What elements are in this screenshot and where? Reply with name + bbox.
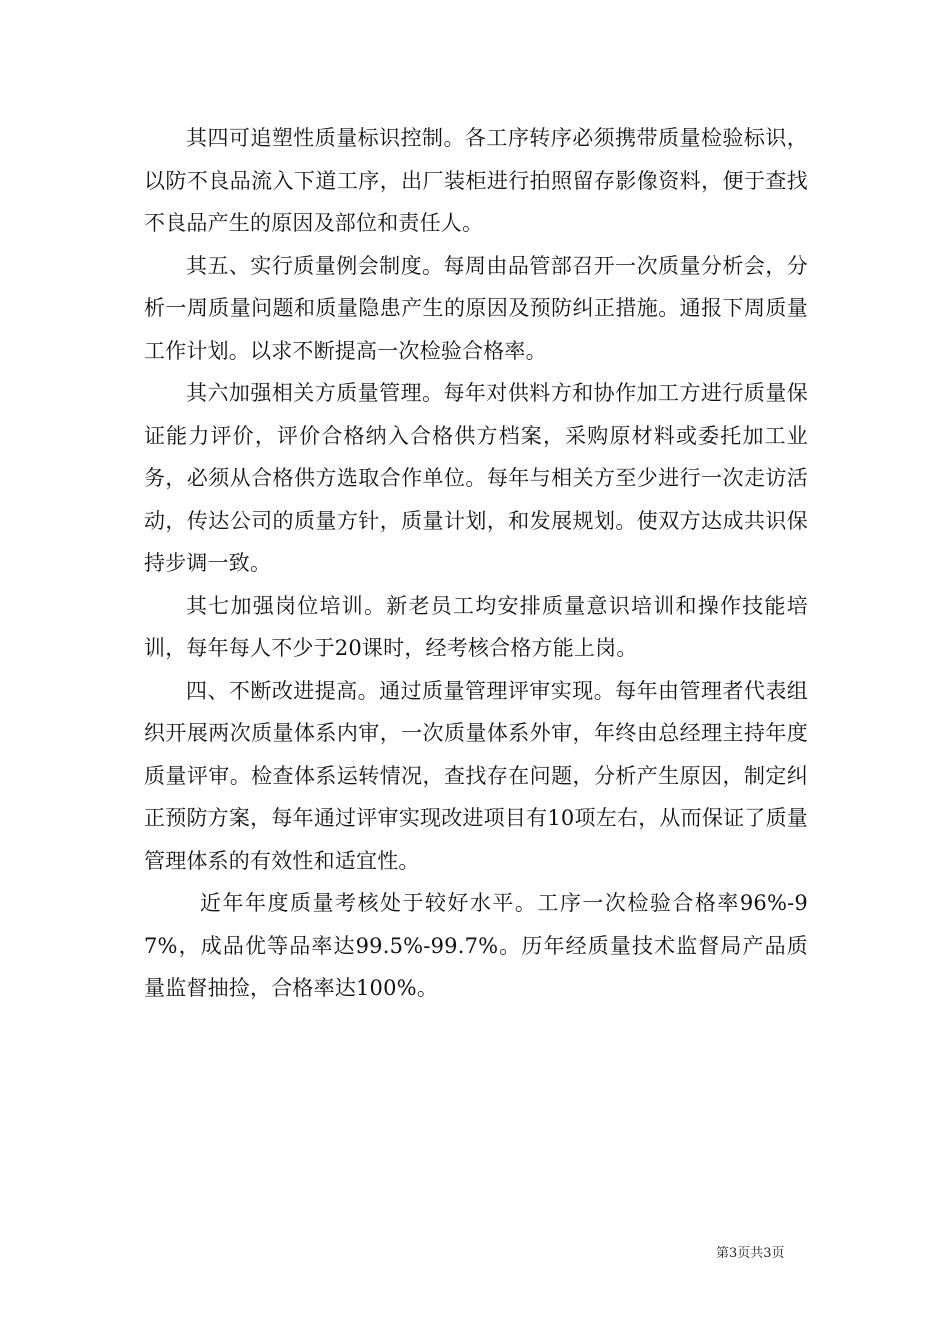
page-number: 第3页共3页: [716, 1246, 785, 1261]
document-body: [144, 117, 808, 1010]
paragraph-quality-meeting: 其五、实行质量例会制度。每周由品管部召开一次质量分析会，分析一周质量问题和质量隐患产生的原因及预防纠正措施。通报下周质量工作计划。以求不断提高一次检验合格率。: [144, 253, 808, 363]
paragraph-traceability: 其四可追塑性质量标识控制。各工序转序必须携带质量检验标识，以防不良品流入下道工序，出厂装柜进行拍照留存影像资料，便于查找不良品产生的原因及部位和责任人。: [144, 126, 808, 235]
paragraph-results: 近年年度质量考核处于较好水平。工序一次检验合格率96%-97%，成品优等品率达99.5%-99.7%。历年经质量技术监督局产品质量监督抽捡，合格率达100%。: [144, 891, 808, 1000]
paragraph-supplier-management: 其六加强相关方质量管理。每年对供料方和协作加工方进行质量保证能力评价，评价合格纳入合格供方档案，采购原材料或委托加工业务，必须从合格供方选取合作单位。每年与相关方至少进行一次走访活动，传达公司的质量方针，质量计划，和发展规划。使双方达成共识保持步调一致。: [144, 381, 808, 575]
paragraph-training: 其七加强岗位培训。新老员工均安排质量意识培训和操作技能培训，每年每人不少于20课时，经考核合格方能上岗。: [144, 593, 808, 660]
paragraph-continuous-improvement: 四、不断改进提高。通过质量管理评审实现。每年由管理者代表组织开展两次质量体系内审，一次质量体系外审，年终由总经理主持年度质量评审。检查体系运转情况，查找存在问题，分析产生原因，制定纠正预防方案，每年通过评审实现改进项目有10项左右，从而保证了质量管理体系的有效性和适宜性。: [144, 678, 808, 873]
